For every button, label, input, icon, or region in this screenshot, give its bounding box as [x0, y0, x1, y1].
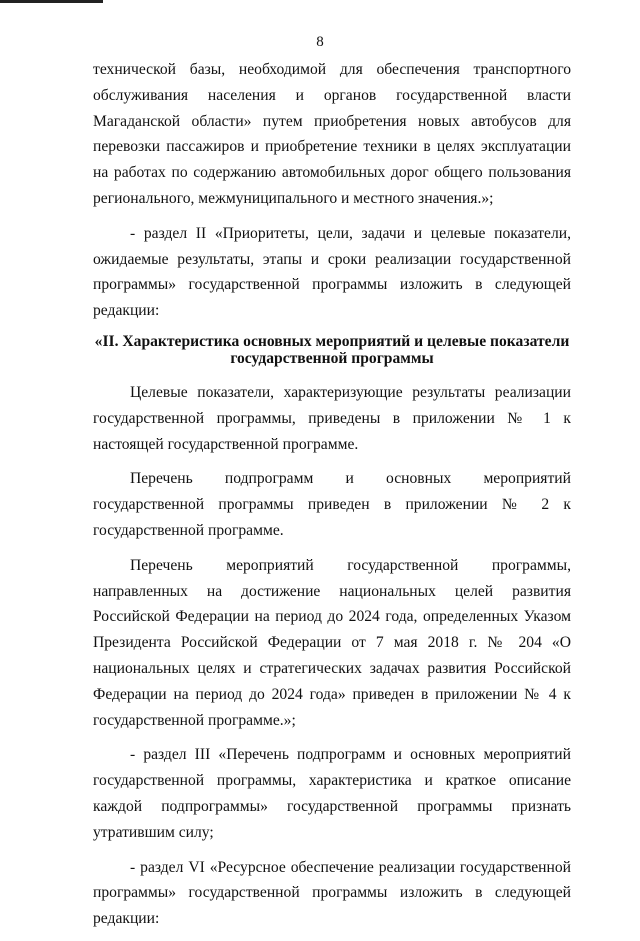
page-number: 8 [316, 34, 324, 50]
paragraph-subprograms-list: Перечень подпрограмм и основных мероприятий государственной программы приведен в приложении № 2 к государственной программе. [93, 470, 571, 539]
document-body [93, 57, 571, 941]
paragraph-continuation: технической базы, необходимой для обеспечения транспортного обслуживания населения и органов государственной власти Магаданской области» путем приобретения новых автобусов для перевозки пассажиров и приобретение техники в целях эксплуатации на работах по содержанию автомобильных дорог общего пользования регионального, межмуниципального и местного значения.»; [93, 61, 571, 207]
corner-scan-mark [0, 0, 103, 3]
paragraph-target-indicators: Целевые показатели, характеризующие результаты реализации государственной программы, приведены в приложении № 1 к настоящей государственной программе. [93, 383, 571, 453]
paragraph-national-goals: Перечень мероприятий государственной программы, направленных на достижение национальных целей развития Российской Федерации на период до 2024 года, определенных Указом Президента Российской Федерации от 7 мая 2018 г. № 204 «О национальных целях и стратегических задачах развития Российской Федерации на период до 2024 года» приведен в приложении № 4 к государственной программе.»; [93, 556, 571, 729]
paragraph-section-vi-amendment: - раздел VI «Ресурсное обеспечение реализации государственной программы» государственной программы изложить в следующей редакции: [93, 858, 571, 928]
paragraph-section-ii-amendment: - раздел II «Приоритеты, цели, задачи и целевые показатели, ожидаемые результаты, этапы и сроки реализации государственной программы» государственной программы изложить в следующей редакции: [93, 224, 571, 320]
paragraph-section-iii-repeal: - раздел III «Перечень подпрограмм и основных мероприятий государственной программы, характеристика и краткое описание каждой подпрограммы» государственной программы признать утратившим силу; [93, 746, 571, 841]
section-heading: «II. Характеристика основных мероприятий и целевые показатели государственной программы [94, 332, 570, 367]
